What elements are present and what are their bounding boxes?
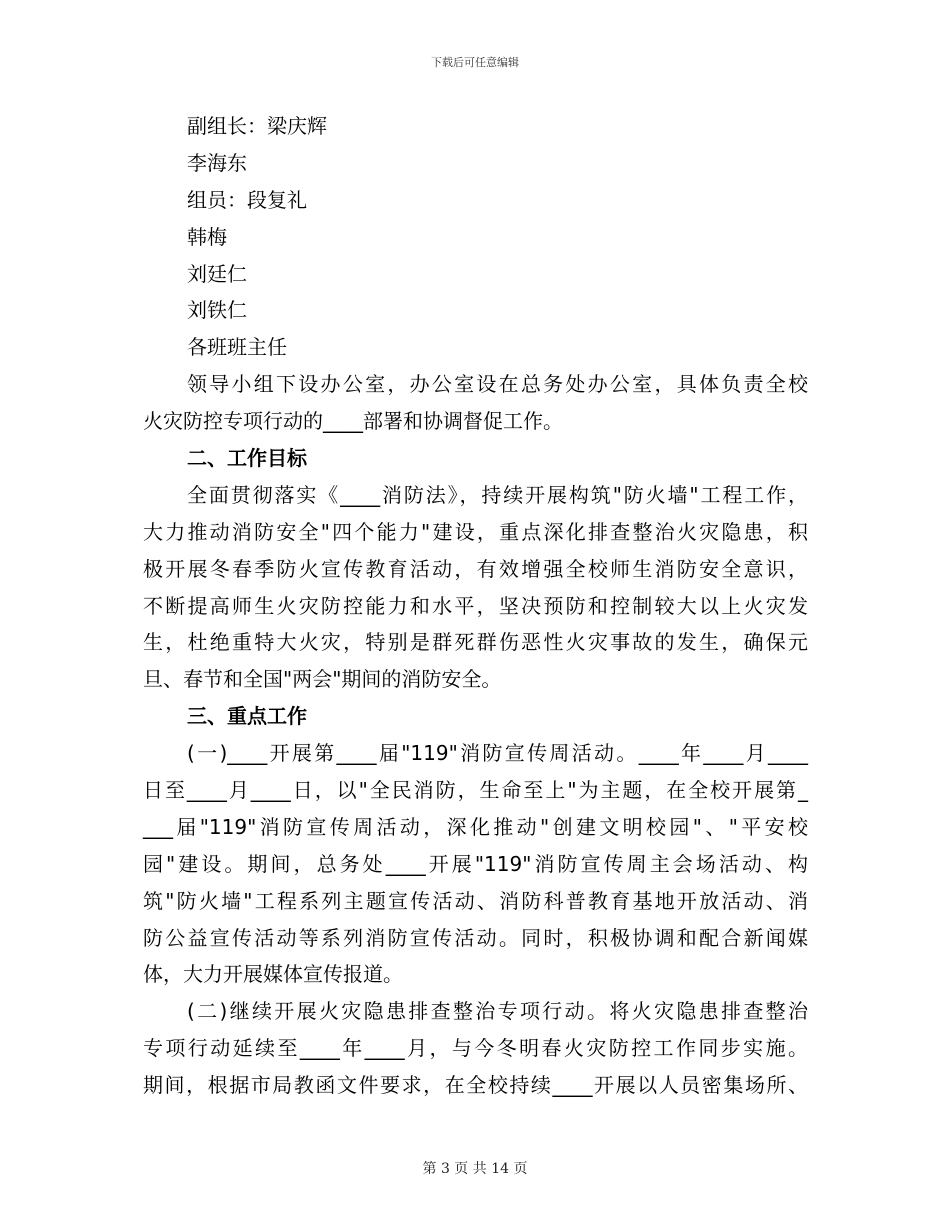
member-line: 各班班主任 <box>187 335 287 360</box>
paragraph-line: 体，大力开展媒体宣传报道。 <box>143 962 403 987</box>
member-line: 刘铁仁 <box>187 298 247 323</box>
member-line: 刘廷仁 <box>187 261 247 286</box>
paragraph-line: 园"建设。期间，总务处____开展"119"消防宣传周主会场活动、构 <box>143 851 808 876</box>
member-line: 韩梅 <box>187 224 227 249</box>
paragraph-line: ___届"119"消防宣传周活动，深化推动"创建文明校园"、"平安校 <box>143 814 808 839</box>
paragraph-line: 火灾防控专项行动的____部署和协调督促工作。 <box>143 409 563 434</box>
page-footer: 第 3 页 共 14 页 <box>422 1161 528 1177</box>
paragraph-line: 大力推动消防安全"四个能力"建设，重点深化排查整治火灾隐患，积 <box>143 519 808 544</box>
paragraph-line: 期间，根据市局教函文件要求，在全校持续____开展以人员密集场所、 <box>143 1073 808 1098</box>
paragraph-line: 旦、春节和全国"两会"期间的消防安全。 <box>143 667 502 692</box>
paragraph-line: 筑"防火墙"工程系列主题宣传活动、消防科普教育基地开放活动、消 <box>143 888 808 913</box>
paragraph-line: 极开展冬春季防火宣传教育活动，有效增强全校师生消防安全意识， <box>143 556 808 581</box>
paragraph-line: 日至____月____日，以"全民消防，生命至上"为主题，在全校开展第_ <box>143 778 808 803</box>
section-heading: 二、工作目标 <box>187 446 307 471</box>
paragraph-line: 不断提高师生火灾防控能力和水平，坚决预防和控制较大以上火灾发 <box>143 593 808 618</box>
member-line: 李海东 <box>187 150 247 175</box>
member-line: 组员：段复礼 <box>187 187 307 212</box>
paragraph-line: 专项行动延续至____年____月，与今冬明春火灾防控工作同步实施。 <box>143 1036 808 1061</box>
paragraph-line: (二)继续开展火灾隐患排查整治专项行动。将火灾隐患排查整治 <box>187 999 808 1024</box>
paragraph-line: 防公益宣传活动等系列消防宣传活动。同时，积极协调和配合新闻媒 <box>143 925 808 950</box>
section-heading: 三、重点工作 <box>187 704 307 729</box>
page-header: 下载后可任意编辑 <box>431 56 519 69</box>
paragraph-line: 全面贯彻落实《____消防法》，持续开展构筑"防火墙"工程工作， <box>187 482 808 507</box>
paragraph-line: 生，杜绝重特大火灾，特别是群死群伤恶性火灾事故的发生，确保元 <box>143 630 808 655</box>
paragraph-line: (一)____开展第____届"119"消防宣传周活动。____年____月____ <box>187 741 808 766</box>
document-body <box>143 108 808 1104</box>
paragraph-line: 领导小组下设办公室，办公室设在总务处办公室，具体负责全校 <box>187 372 808 397</box>
member-line: 副组长：梁庆辉 <box>187 114 327 138</box>
